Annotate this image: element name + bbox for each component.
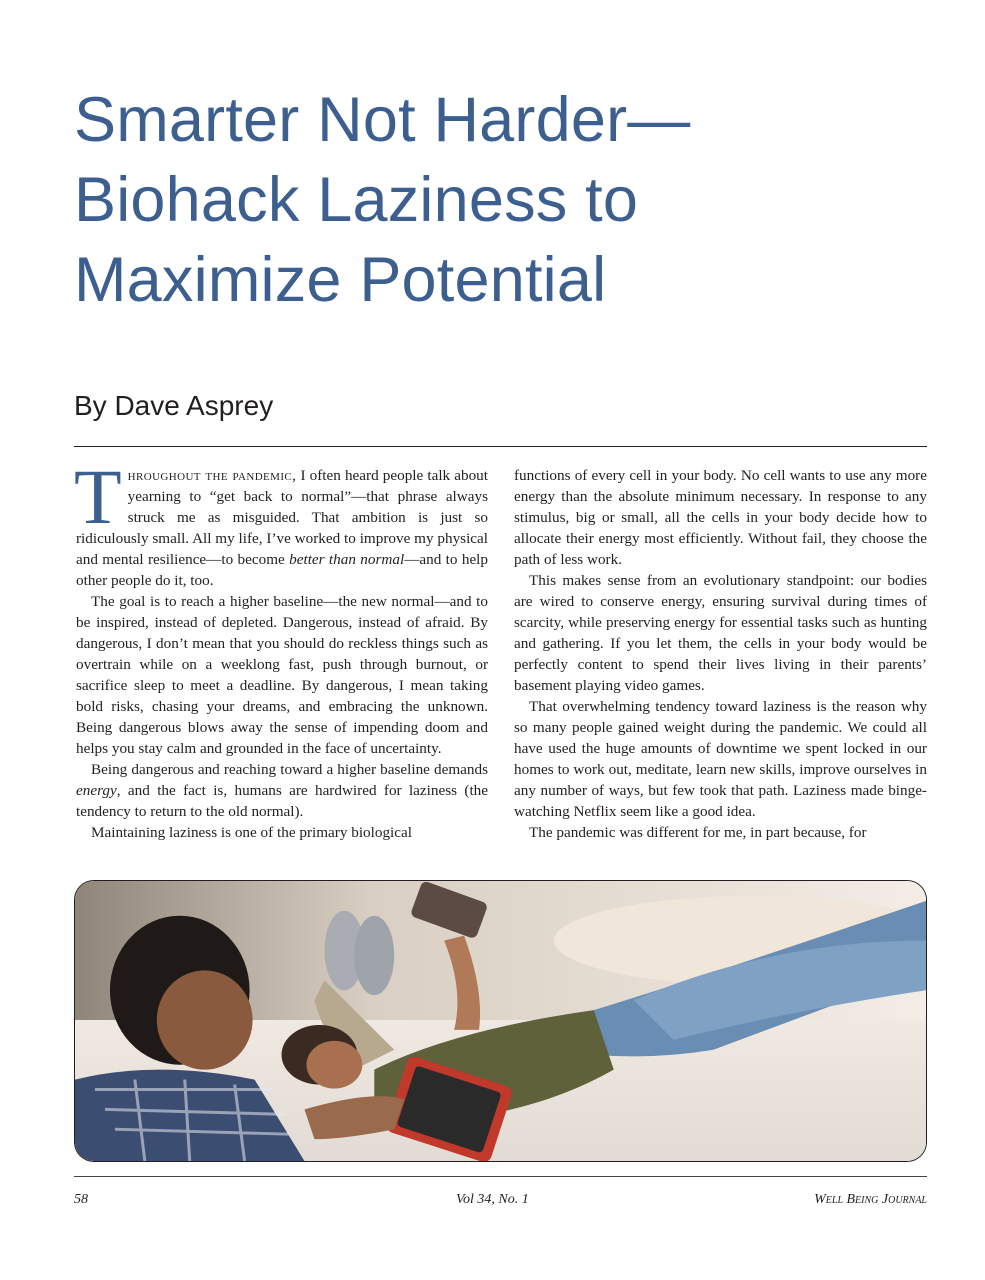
volume-issue: Vol 34, No. 1	[456, 1192, 529, 1207]
paragraph-7: That overwhelming tendency toward laziness is the reason why so many people gained weight during the pandemic. We could all have used the huge amounts of downtime we spent locked in our homes to work out, meditate, learn new skills, improve ourselves in any number of ways, but few took that path. Laziness made binge-watching Netflix seem like a good idea.	[514, 698, 927, 820]
lead-in: hroughout the pandemic,	[127, 467, 297, 484]
paragraph-1-text: I often heard people talk about yearning to “get back to normal”—that phrase always struck me as misguided. That ambition is just so ridiculously small. All my life, I’ve worked to improve my physical and mental resilience—to become	[76, 467, 488, 568]
paragraph-1-end: —and to help other people do it, too.	[76, 551, 488, 589]
paragraph-5: functions of every cell in your body. No cell wants to use any more energy than the absolute minimum necessary. In response to any stimulus, big or small, all the cells in your body decide how to allocate their energy most efficiently. Without fail, they choose the path of less work.	[514, 467, 927, 568]
paragraph-8: The pandemic was different for me, in part because, for	[529, 824, 867, 841]
paragraph-3	[76, 759, 488, 822]
paragraph-1-emphasis: better than normal	[289, 551, 405, 568]
paragraph-6: This makes sense from an evolutionary standpoint: our bodies are wired to conserve energy, ensuring survival during times of scarcity, while preserving energy for essential tasks such as hunting and gathering. If you let them, the cells in your body would be perfectly content to spend their lives living in their parents’ basement playing video games.	[514, 572, 927, 694]
article-photo	[74, 880, 927, 1162]
column-left	[74, 453, 488, 843]
paragraph-3-end: , and the fact is, humans are hardwired for laziness (the tendency to return to the old normal).	[76, 782, 488, 820]
paragraph-3-emphasis: energy	[76, 782, 117, 799]
paragraph-2: The goal is to reach a higher baseline—the new normal—and to be inspired, instead of depleted. Dangerous, instead of afraid. By dangerous, I don’t mean that you should do reckless things such as overtrain while on a weeklong fast, push through burnout, or sacrifice sleep to meet a deadline. By dangerous, I mean taking bold risks, chasing your dreams, and embracing the unknown. Being dangerous blows away the sense of impending doom and helps you stay calm and grounded in the face of uncertainty.	[76, 593, 488, 757]
paragraph-3-text: Being dangerous and reaching toward a higher baseline demands	[91, 761, 488, 778]
paragraph-4: Maintaining laziness is one of the primary biological	[91, 824, 412, 841]
byline: By Dave Asprey	[74, 390, 274, 421]
header-divider	[74, 446, 927, 447]
paragraph-1	[74, 453, 488, 591]
article-title	[74, 80, 894, 320]
journal-name: Well Being Journal	[814, 1192, 927, 1207]
page-number: 58	[74, 1192, 88, 1207]
title-line-2: Biohack Laziness to	[74, 165, 639, 235]
title-line-3: Maximize Potential	[74, 245, 607, 315]
column-right	[514, 465, 927, 843]
drop-cap: T	[74, 453, 122, 540]
couple-relaxing-illustration	[75, 881, 926, 1161]
title-line-1: Smarter Not Harder—	[74, 85, 691, 155]
footer-divider	[74, 1176, 927, 1177]
